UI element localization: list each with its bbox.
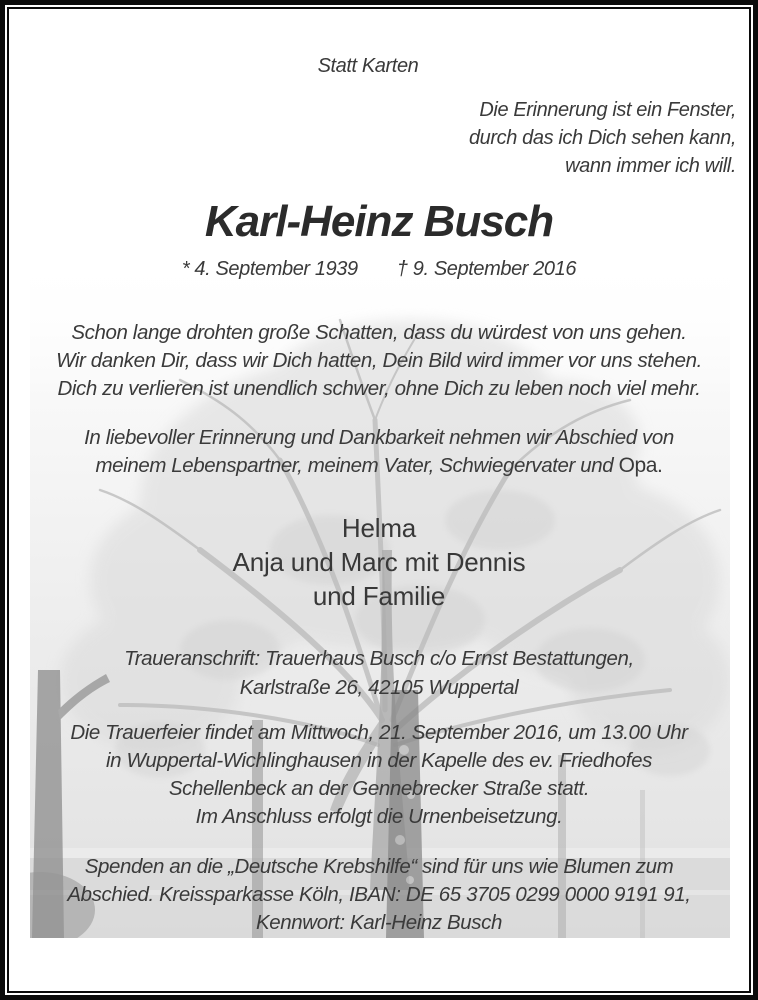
death-date: † 9. September 2016 [396, 258, 577, 280]
deceased-name-text: Karl-Heinz Busch [204, 197, 554, 246]
service-line: Schellenbeck an der Gennebrecker Straße statt. [168, 777, 590, 800]
donation-line: Spenden an die „Deutsche Krebshilfe“ sind für uns wie Blumen zum [84, 855, 674, 878]
birth-date: * 4. September 1939 [181, 258, 358, 280]
mourner-line: Helma [341, 513, 417, 543]
farewell-line [14, 452, 744, 480]
pre-header-text: Statt Karten [317, 55, 419, 77]
farewell-line: In liebevoller Erinnerung und Dankbarkeit nehmen wir Abschied von [84, 426, 674, 449]
deceased-name [14, 196, 744, 248]
service-line: Die Trauerfeier findet am Mittwoch, 21. September 2016, um 13.00 Uhr [70, 721, 688, 744]
donation-line: Kennwort: Karl-Heinz Busch [256, 911, 502, 934]
mourners-names [14, 511, 744, 613]
funeral-service-info [14, 719, 744, 831]
pre-header [3, 55, 733, 78]
address-line: Karlstraße 26, 42105 Wuppertal [239, 676, 519, 699]
poem-line: Wir danken Dir, dass wir Dich hatten, Dein Bild wird immer vor uns stehen. [56, 349, 702, 372]
donation-line: Abschied. Kreissparkasse Köln, IBAN: DE 65 3705 0299 0000 9191 91, [67, 883, 691, 906]
mourner-line: Anja und Marc mit Dennis [232, 547, 526, 577]
farewell-line2-italic: meinem Lebenspartner, meinem Vater, Schwiegervater und [95, 454, 614, 477]
mourner-line: und Familie [312, 581, 446, 611]
donation-info [14, 853, 744, 937]
life-dates [14, 258, 744, 281]
epigraph-quote [469, 96, 736, 180]
memorial-poem [14, 319, 744, 403]
epigraph-line: wann immer ich will. [565, 155, 736, 177]
farewell-statement [14, 424, 744, 480]
mourning-address [14, 644, 744, 702]
epigraph-line: durch das ich Dich sehen kann, [468, 127, 736, 149]
epigraph-line: Die Erinnerung ist ein Fenster, [479, 99, 736, 121]
address-line: Traueranschrift: Trauerhaus Busch c/o Ernst Bestattungen, [124, 647, 634, 670]
poem-line: Dich zu verlieren ist unendlich schwer, ohne Dich zu leben noch viel mehr. [57, 377, 701, 400]
farewell-line2-upright: Opa. [618, 454, 663, 477]
poem-line: Schon lange drohten große Schatten, dass du würdest von uns gehen. [71, 321, 687, 344]
service-line: in Wuppertal-Wichlinghausen in der Kapelle des ev. Friedhofes [106, 749, 652, 772]
service-line: Im Anschluss erfolgt die Urnenbeisetzung. [195, 805, 563, 828]
